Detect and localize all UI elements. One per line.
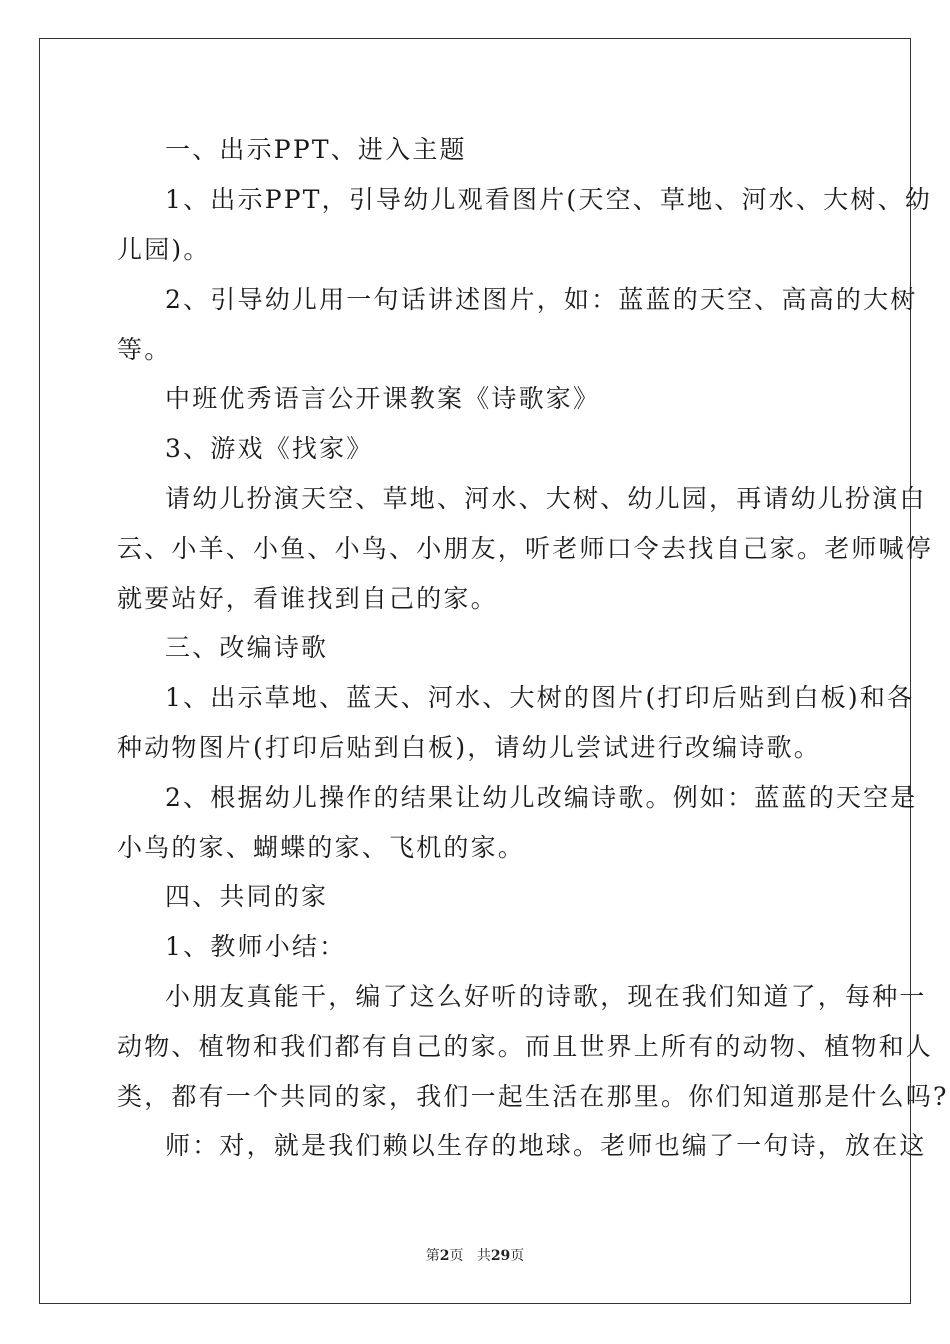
total-pages: 29 [490, 1248, 511, 1264]
footer-total-prefix: 共 [476, 1248, 491, 1264]
paragraph-line: 请幼儿扮演天空、草地、河水、大树、幼儿园，再请幼儿扮演白 [165, 484, 927, 513]
paragraph-line: 2、根据幼儿操作的结果让幼儿改编诗歌。例如：蓝蓝的天空是 [165, 783, 918, 812]
footer-total-label: 页 [510, 1248, 525, 1264]
paragraph-line: 类，都有一个共同的家，我们一起生活在那里。你们知道那是什么吗? [117, 1082, 949, 1111]
paragraph-line: 中班优秀语言公开课教案《诗歌家》 [165, 384, 601, 413]
paragraph-line: 师：对，就是我们赖以生存的地球。老师也编了一句诗，放在这 [165, 1131, 927, 1160]
paragraph-line: 就要站好，看谁找到自己的家。 [117, 584, 498, 613]
footer-prefix: 第 [425, 1248, 440, 1264]
paragraph-line: 2、引导幼儿用一句话讲述图片，如：蓝蓝的天空、高高的大树 [165, 285, 918, 314]
paragraph-line: 1、出示PPT，引导幼儿观看图片(天空、草地、河水、大树、幼 [165, 185, 932, 214]
page-frame [39, 38, 911, 1304]
paragraph-line: 小朋友真能干，编了这么好听的诗歌，现在我们知道了，每种一 [165, 982, 927, 1011]
section-heading: 四、共同的家 [165, 882, 329, 911]
paragraph-line: 1、教师小结： [165, 932, 347, 961]
page-number: 2 [439, 1248, 450, 1264]
paragraph-line: 种动物图片(打印后贴到白板)，请幼儿尝试进行改编诗歌。 [117, 733, 821, 762]
paragraph-line: 等。 [117, 335, 172, 364]
paragraph-line: 动物、植物和我们都有自己的家。而且世界上所有的动物、植物和人 [117, 1032, 934, 1061]
section-heading: 一、出示PPT、进入主题 [165, 135, 467, 164]
paragraph-line: 儿园)。 [117, 235, 211, 264]
paragraph-line: 3、游戏《找家》 [165, 434, 374, 463]
paragraph-line: 小鸟的家、蝴蝶的家、飞机的家。 [117, 833, 526, 862]
footer-page-label: 页 [449, 1248, 464, 1264]
paragraph-line: 云、小羊、小鱼、小鸟、小朋友，听老师口令去找自己家。老师喊停 [117, 534, 934, 563]
paragraph-line: 1、出示草地、蓝天、河水、大树的图片(打印后贴到白板)和各 [165, 683, 915, 712]
section-heading: 三、改编诗歌 [165, 633, 329, 662]
page-footer [0, 1247, 950, 1265]
